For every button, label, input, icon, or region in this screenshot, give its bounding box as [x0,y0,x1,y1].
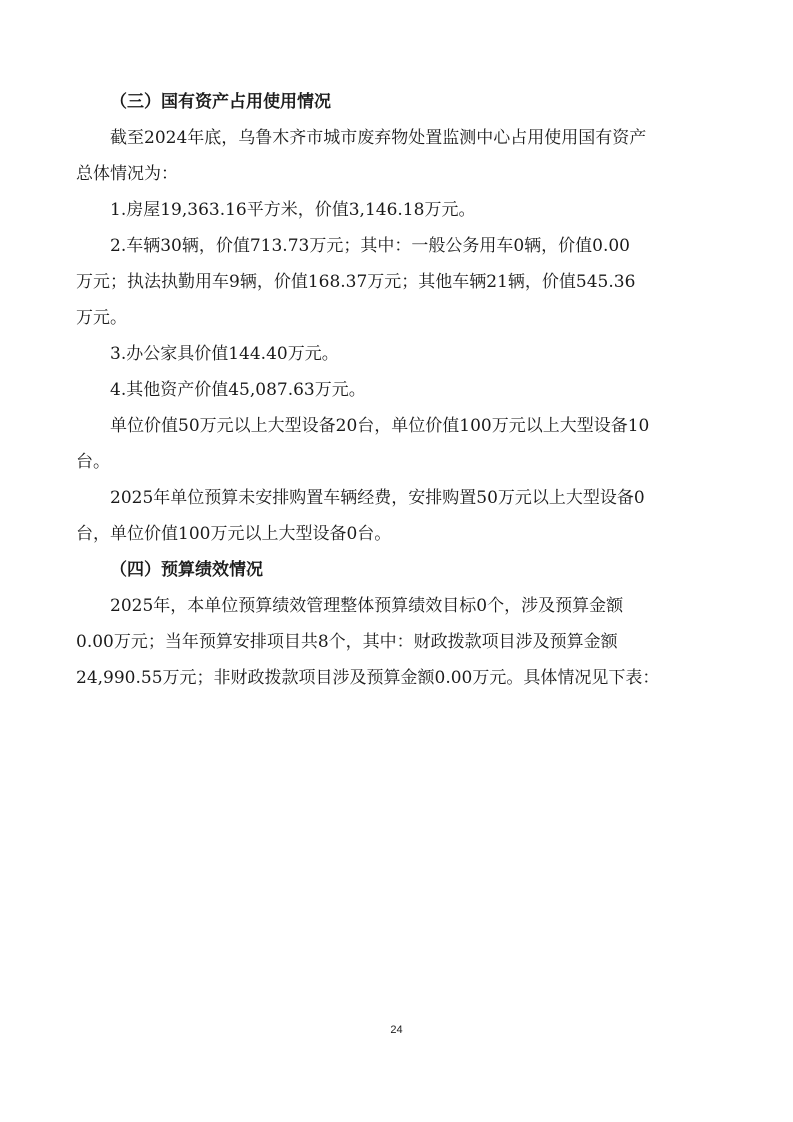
asset-item-other: 4.其他资产价值45,087.63万元。 [110,380,366,400]
asset-item-vehicles-line-1: 2.车辆30辆，价值713.73万元；其中：一般公务用车0辆，价值0.00 [110,236,631,256]
page-number: 24 [390,1024,403,1036]
asset-intro-line-1: 截至2024年底，乌鲁木齐市城市废弃物处置监测中心占用使用国有资产 [110,128,647,148]
performance-paragraph [76,588,718,696]
large-equipment-paragraph [76,408,718,480]
purchase-budget-paragraph [76,480,718,552]
asset-intro-line-2: 总体情况为： [76,164,178,184]
section-4-heading: （四）预算绩效情况 [110,560,263,580]
large-equipment-line-1: 单位价值50万元以上大型设备20台，单位价值100万元以上大型设备10 [110,416,650,436]
performance-line-3: 24,990.55万元；非财政拨款项目涉及预算金额0.00万元。具体情况见下表： [76,668,660,688]
asset-item-vehicles-line-2: 万元；执法执勤用车9辆，价值168.37万元；其他车辆21辆，价值545.36 [76,272,636,292]
purchase-budget-line-1: 2025年单位预算未安排购置车辆经费，安排购置50万元以上大型设备0 [110,488,645,508]
purchase-budget-line-2: 台，单位价值100万元以上大型设备0台。 [76,524,392,544]
asset-item-furniture: 3.办公家具价值144.40万元。 [110,344,339,364]
section-3-heading: （三）国有资产占用使用情况 [110,92,331,112]
performance-line-2: 0.00万元；当年预算安排项目共8个，其中：财政拨款项目涉及预算金额 [76,632,618,652]
page-content [76,84,718,696]
large-equipment-line-2: 台。 [76,452,110,472]
asset-intro-paragraph [76,120,718,192]
performance-line-1: 2025年，本单位预算绩效管理整体预算绩效目标0个，涉及预算金额 [110,596,624,616]
asset-item-vehicles-line-3: 万元。 [76,308,127,328]
asset-item-vehicles [76,228,718,336]
asset-item-housing: 1.房屋19,363.16平方米，价值3,146.18万元。 [110,200,476,220]
